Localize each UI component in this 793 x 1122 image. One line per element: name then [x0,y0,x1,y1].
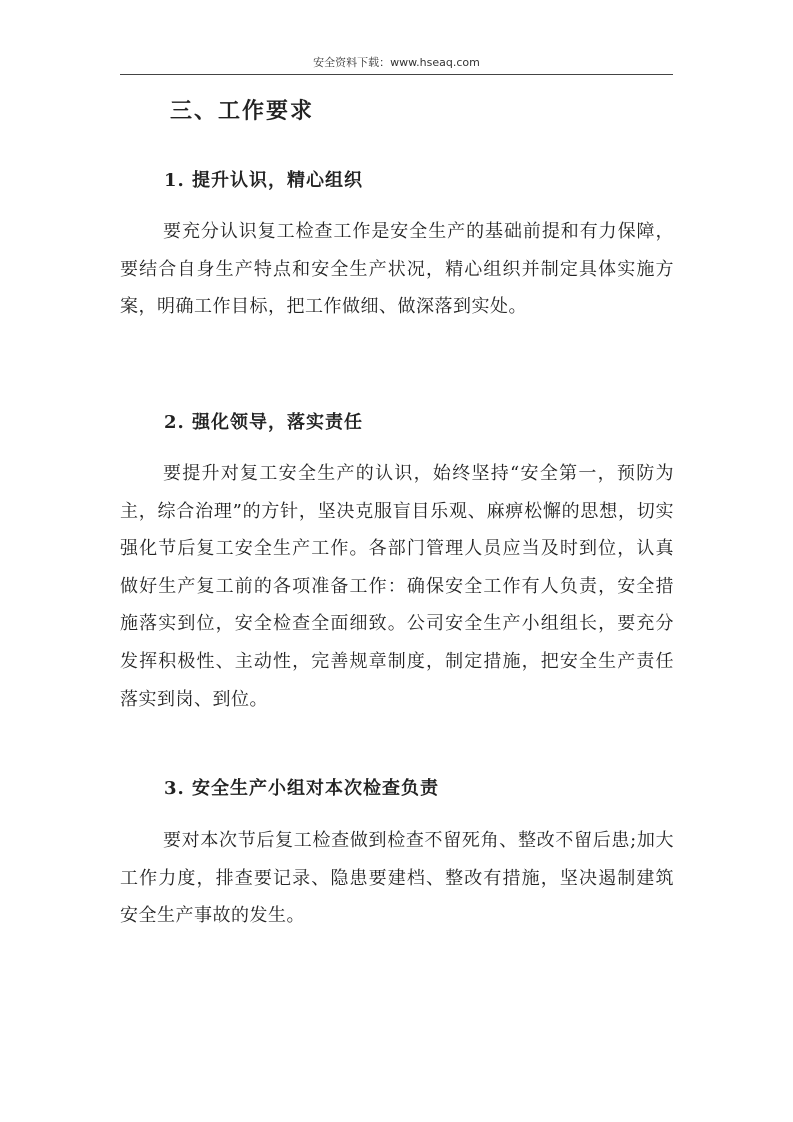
page-header: 安全资料下载：www.hseaq.com [313,56,480,69]
subheading-2: 2. 强化领导，落实责任 [164,412,364,433]
paragraph-2: 要提升对复工安全生产的认识，始终坚持“安全第一，预防为主，综合治理”的方针，坚决克服盲目乐观、麻痹松懈的思想，切实强化节后复工安全生产工作。各部门管理人员应当及时到位，认真做好生产复工前的各项准备工作：确保安全工作有人负责，安全措施落实到位，安全检查全面细致。公司安全生产小组组长，要充分发挥积极性、主动性，完善规章制度，制定措施，把安全生产责任落实到岗、到位。 [120,463,674,710]
subheading-3: 3. 安全生产小组对本次检查负责 [164,778,440,799]
subheading-1: 1. 提升认识，精心组织 [164,170,364,191]
paragraph-1: 要充分认识复工检查工作是安全生产的基础前提和有力保障，要结合自身生产特点和安全生产状况，精心组织并制定具体实施方案，明确工作目标，把工作做细、做深落到实处。 [120,221,674,318]
paragraph-3: 要对本次节后复工检查做到检查不留死角、整改不留后患;加大工作力度，排查要记录、隐患要建档、整改有措施，坚决遏制建筑安全生产事故的发生。 [120,830,674,927]
section-title: 三、工作要求 [170,98,315,124]
header-divider [120,74,673,75]
